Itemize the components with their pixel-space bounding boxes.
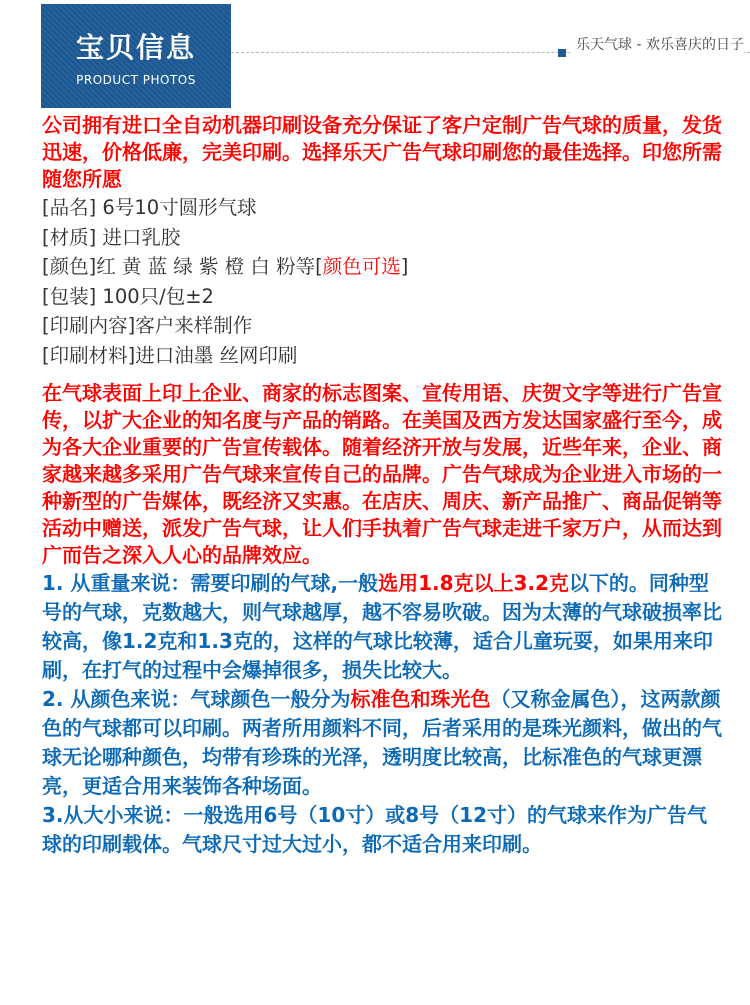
spec-print-material: [印刷材料]进口油墨 丝网印刷 xyxy=(42,343,298,367)
spec-packing: [包装] 100只/包±2 xyxy=(42,284,214,308)
intro-paragraph: 公司拥有进口全自动机器印刷设备充分保证了客户定制广告气球的质量，发货迅速，价格低廉，完美印刷。选择乐天广告气球印刷您的最佳选择。印您所需 随您所愿 xyxy=(42,113,722,191)
spec-print-content: [印刷内容]客户来样制作 xyxy=(42,314,253,337)
point-color-lead: 2. 从颜色来说：气球颜色一般分为 xyxy=(42,687,351,711)
brand-tagline: 乐天气球 - 欢乐喜庆的日子 xyxy=(572,34,744,54)
spec-material: [材质] 进口乳胶 xyxy=(42,225,181,249)
spec-color-prefix: [颜色]红 黄 蓝 绿 紫 橙 白 粉等[ xyxy=(42,255,323,278)
description-paragraph: 在气球表面上印上企业、商家的标志图案、宣传用语、庆贺文字等进行广告宣传，以扩大企业的知名度与产品的销路。在美国及西方发达国家盛行至今，成为各大企业重要的广告宣传载体。随着经济开放与发展，近些年来，企业、商家越来越多采用广告气球来宣传自己的品牌。广告气球成为企业进入市场的一种新型的广告媒体，既经济又实惠。在店庆、周庆、新产品推广、商品促销等活动中赠送，派发广告气球，让人们手执着广告气球走进千家万户，从而达到广而告之深入人心的品牌效应。 xyxy=(42,381,722,567)
point-size: 3.从大小来说：一般选用6号（10寸）或8号（12寸）的气球来作为广告气球的印刷载体。气球尺寸过大过小，都不适合用来印刷。 xyxy=(42,803,708,856)
point-color-highlight: 标准色和珠光色 xyxy=(350,687,491,711)
point-weight-highlight: 选用1.8克以上3.2克 xyxy=(378,571,569,595)
divider-marker-icon xyxy=(558,49,566,57)
section-badge xyxy=(41,4,231,108)
spec-list xyxy=(42,193,722,370)
spec-color xyxy=(42,252,722,282)
point-weight-lead: 1. 从重量来说：需要印刷的气球,一般 xyxy=(42,571,379,595)
header xyxy=(0,0,750,112)
spec-color-suffix: ] xyxy=(400,255,409,278)
product-info-content xyxy=(42,112,722,859)
spec-name: [品名] 6号10寸圆形气球 xyxy=(42,196,257,219)
badge-subtitle: PRODUCT PHOTOS xyxy=(76,73,196,87)
badge-title: 宝贝信息 xyxy=(75,31,196,64)
point-color xyxy=(42,685,722,801)
spec-color-highlight: 颜色可选 xyxy=(322,255,401,278)
point-weight xyxy=(42,569,722,685)
point-weight-body: 以下的。同种型号的气球，克数越大，则气球越厚，越不容易吹破。因为太薄的气球破损率比较高，像1.2克和1.3克的，这样的气球比较薄，适合儿童玩耍，如果用来印刷，在打气的过程中会爆掉很多，损失比较大。 xyxy=(42,571,722,682)
point-color-body: （又称金属色），这两款颜色的气球都可以印刷。两者所用颜料不同，后者采用的是珠光颜料，做出的气球无论哪种颜色，均带有珍珠的光泽，透明度比较高，比标准色的气球更漂亮，更适合用来装饰各种场面。 xyxy=(42,687,722,798)
